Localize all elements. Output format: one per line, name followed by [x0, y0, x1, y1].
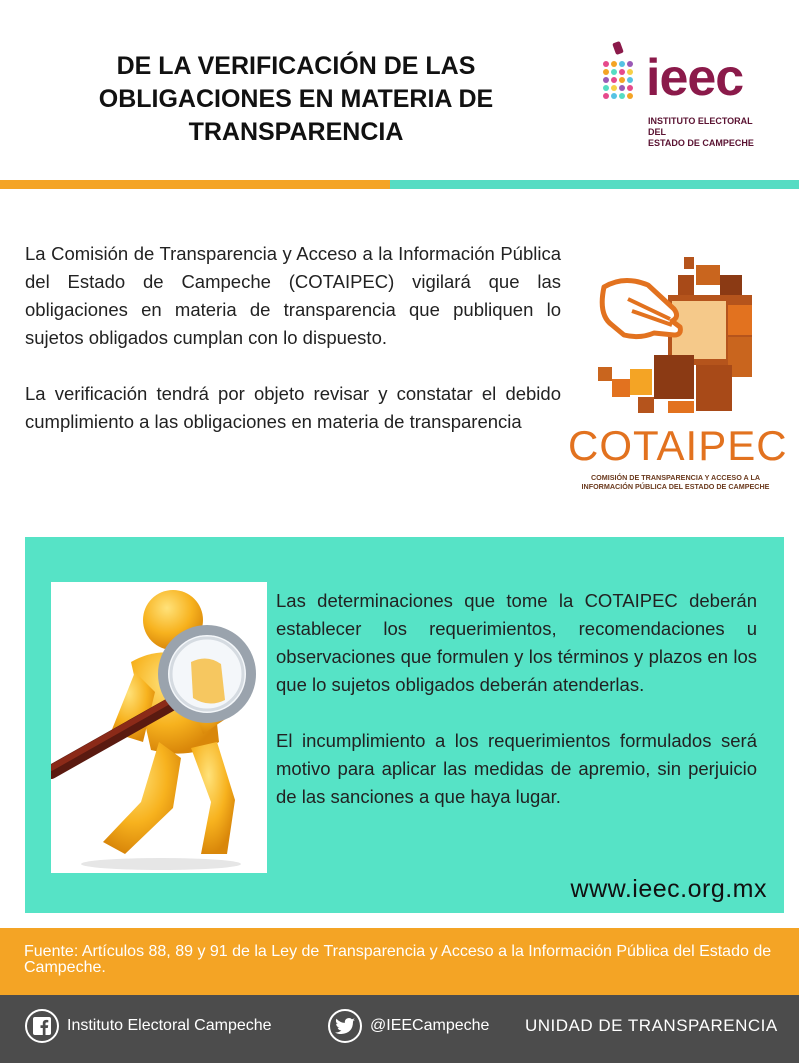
source-note: Fuente: Artículos 88, 89 y 91 de la Ley de Transparencia y Acceso a la Información Pública del Estado de Campeche. — [0, 928, 799, 995]
title-line: TRANSPARENCIA — [188, 118, 404, 146]
facebook-link[interactable] — [25, 1009, 272, 1043]
facebook-label: Instituto Electoral Campeche — [67, 1017, 272, 1034]
intro-paragraph: La Comisión de Transparencia y Acceso a la Información Pública del Estado de Campeche (COTAIPEC) vigilará que las obligaciones en materia de transparencia que publiquen lo sujetos obligados cumplan con lo dispuesto. — [25, 243, 561, 348]
ieec-dots-icon — [600, 40, 644, 110]
cotaipec-logo — [568, 255, 788, 495]
panel-text — [276, 587, 757, 839]
ieec-logo-subtitle — [648, 116, 770, 149]
twitter-icon — [328, 1009, 362, 1043]
cotaipec-logo-subtitle-line: INFORMACIÓN PÚBLICA DEL ESTADO DE CAMPECHE — [581, 482, 770, 491]
pointing-hand-blocks-icon — [568, 255, 783, 420]
panel-paragraph: Las determinaciones que tome la COTAIPEC deberán establecer los requerimientos, recomendaciones u observaciones que formulen y los términos y plazos en los que lo sujetos obligados deberán atenderlas. — [276, 590, 757, 695]
accent-bar-orange — [0, 180, 390, 189]
intro-text — [25, 240, 561, 464]
intro-paragraph: La verificación tendrá por objeto revisar y constatar el debido cumplimiento a las obligaciones en materia de transparencia — [25, 383, 561, 432]
magnifying-glass-figure-image — [51, 582, 267, 873]
twitter-label: @IEECampeche — [370, 1017, 490, 1034]
accent-bar-teal — [390, 180, 799, 189]
ieec-logo-subtitle-line: INSTITUTO ELECTORAL DEL — [648, 116, 753, 137]
title-line: DE LA VERIFICACIÓN DE LAS — [116, 52, 476, 80]
facebook-icon — [25, 1009, 59, 1043]
ieec-logo-subtitle-line: ESTADO DE CAMPECHE — [648, 138, 754, 148]
cotaipec-logo-subtitle-line: COMISIÓN DE TRANSPARENCIA Y ACCESO A LA — [590, 473, 761, 482]
magnifying-glass-figure-icon — [51, 582, 267, 873]
header — [0, 0, 799, 180]
panel-paragraph: El incumplimiento a los requerimientos formulados será motivo para aplicar las medidas de apremio, sin perjuicio de las sanciones a que haya lugar. — [276, 730, 757, 807]
ieec-logo — [600, 40, 770, 148]
cotaipec-logo-subtitle — [568, 473, 783, 491]
page-title — [60, 50, 532, 149]
info-panel — [25, 537, 784, 913]
title-line: OBLIGACIONES EN MATERIA DE — [98, 85, 494, 113]
unit-label: UNIDAD DE TRANSPARENCIA — [525, 1016, 778, 1035]
ieec-logo-word: ieec — [646, 49, 744, 107]
twitter-link[interactable] — [328, 1009, 489, 1043]
footer — [0, 995, 799, 1063]
cotaipec-logo-word: COTAIPEC — [568, 422, 788, 469]
website-link[interactable]: www.ieec.org.mx — [570, 875, 767, 903]
